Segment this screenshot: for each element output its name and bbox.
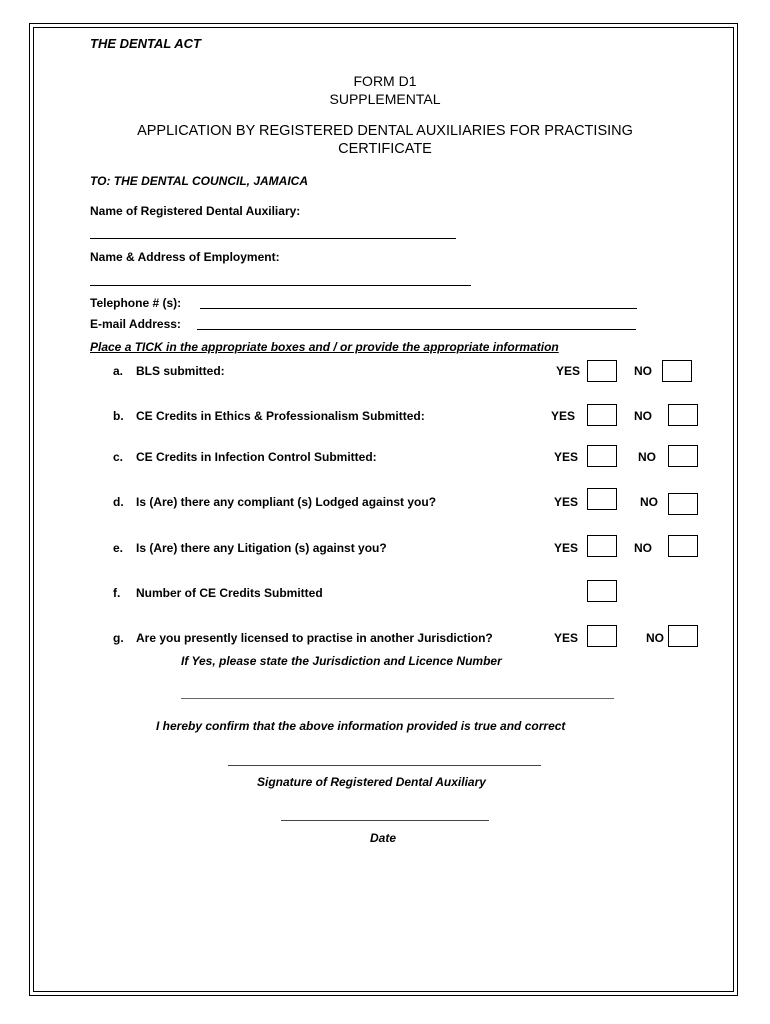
question-e-letter: e.	[113, 541, 124, 555]
question-b-yes-checkbox[interactable]	[587, 404, 617, 426]
employment-field[interactable]	[90, 285, 471, 286]
auxiliary-name-field[interactable]	[90, 238, 456, 239]
question-a-text: BLS submitted:	[136, 364, 225, 378]
question-g-no-label: NO	[646, 631, 664, 645]
question-f-text: Number of CE Credits Submitted	[136, 586, 323, 600]
question-a-no-label: NO	[634, 364, 652, 378]
email-field[interactable]	[197, 329, 636, 330]
question-e-text: Is (Are) there any Litigation (s) against you?	[136, 541, 387, 555]
confirmation-statement: I hereby confirm that the above information provided is true and correct	[156, 719, 566, 733]
signature-label: Signature of Registered Dental Auxiliary	[257, 775, 486, 789]
question-e-no-label: NO	[634, 541, 652, 555]
question-g-text: Are you presently licensed to practise in another Jurisdiction?	[136, 631, 493, 645]
form-title-line2: CERTIFICATE	[338, 141, 432, 157]
question-a-yes-checkbox[interactable]	[587, 360, 617, 382]
question-d-letter: d.	[113, 495, 124, 509]
question-d-no-checkbox[interactable]	[668, 493, 698, 515]
question-c-no-label: NO	[638, 450, 656, 464]
jurisdiction-note: If Yes, please state the Jurisdiction and Licence Number	[181, 654, 502, 668]
auxiliary-name-label: Name of Registered Dental Auxiliary:	[90, 204, 301, 218]
form-title-line1: APPLICATION BY REGISTERED DENTAL AUXILIARIES FOR PRACTISING	[137, 123, 633, 139]
question-e-yes-label: YES	[554, 541, 579, 555]
question-b-letter: b.	[113, 409, 124, 423]
question-b-yes-label: YES	[551, 409, 576, 423]
page-border-inner	[33, 27, 734, 992]
question-d-text: Is (Are) there any compliant (s) Lodged against you?	[136, 495, 437, 509]
question-b-no-checkbox[interactable]	[668, 404, 698, 426]
question-d-yes-label: YES	[554, 495, 579, 509]
question-c-yes-label: YES	[554, 450, 579, 464]
question-c-yes-checkbox[interactable]	[587, 445, 617, 467]
email-label: E-mail Address:	[90, 317, 181, 331]
question-d-yes-checkbox[interactable]	[587, 488, 617, 510]
form-type: SUPPLEMENTAL	[329, 91, 441, 107]
question-c-text: CE Credits in Infection Control Submitted:	[136, 450, 377, 464]
question-b-no-label: NO	[634, 409, 652, 423]
question-e-yes-checkbox[interactable]	[587, 535, 617, 557]
act-title: THE DENTAL ACT	[90, 36, 201, 51]
question-f-credits-box[interactable]	[587, 580, 617, 602]
question-d-no-label: NO	[640, 495, 658, 509]
question-c-no-checkbox[interactable]	[668, 445, 698, 467]
question-g-letter: g.	[113, 631, 124, 645]
date-line[interactable]	[281, 820, 489, 821]
telephone-label: Telephone # (s):	[90, 296, 182, 310]
question-a-letter: a.	[113, 364, 124, 378]
question-a-no-checkbox[interactable]	[662, 360, 692, 382]
signature-line[interactable]	[228, 765, 541, 766]
tick-instruction: Place a TICK in the appropriate boxes and / or provide the appropriate information	[90, 340, 559, 354]
form-number: FORM D1	[353, 73, 417, 89]
recipient: TO: THE DENTAL COUNCIL, JAMAICA	[90, 174, 308, 188]
telephone-field[interactable]	[200, 308, 637, 309]
jurisdiction-field[interactable]	[181, 698, 614, 699]
question-g-yes-checkbox[interactable]	[587, 625, 617, 647]
question-b-text: CE Credits in Ethics & Professionalism Submitted:	[136, 409, 425, 423]
question-a-yes-label: YES	[556, 364, 581, 378]
question-e-no-checkbox[interactable]	[668, 535, 698, 557]
question-g-no-checkbox[interactable]	[668, 625, 698, 647]
question-c-letter: c.	[113, 450, 124, 464]
date-label: Date	[370, 831, 397, 845]
employment-label: Name & Address of Employment:	[90, 250, 280, 264]
question-g-yes-label: YES	[554, 631, 579, 645]
question-f-letter: f.	[113, 586, 121, 600]
